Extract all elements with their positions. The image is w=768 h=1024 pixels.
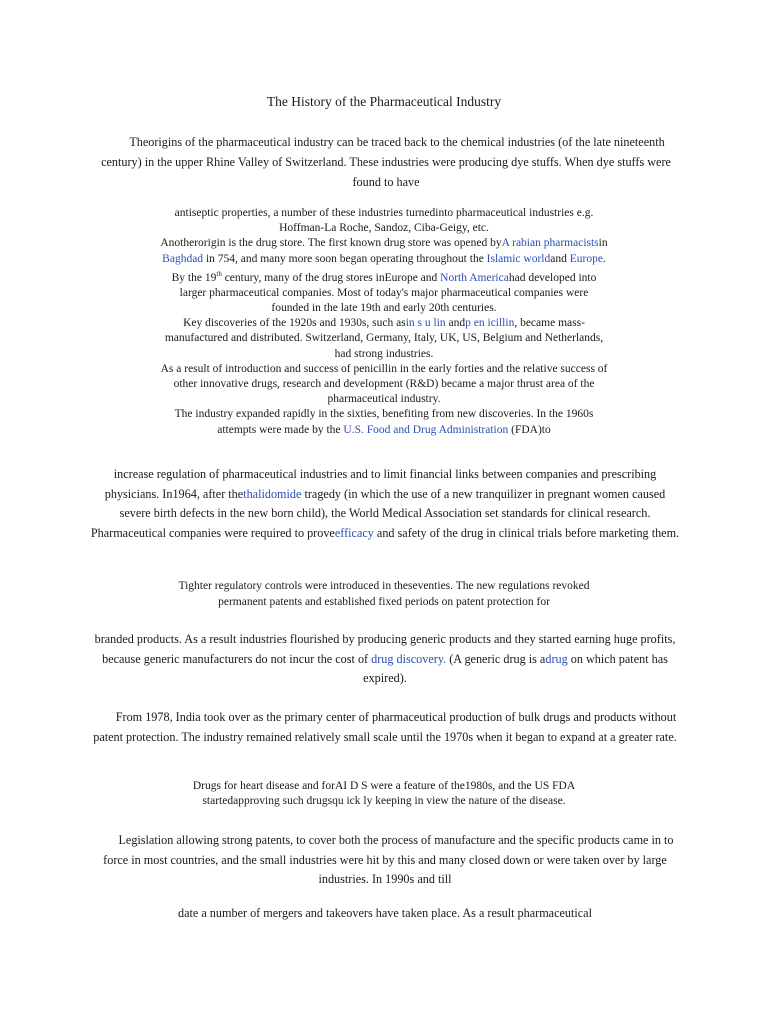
- link-thalidomide[interactable]: thalidomide: [243, 486, 302, 501]
- text-run: (A generic drug is a: [446, 651, 546, 666]
- link-penicillin[interactable]: p en icillin: [465, 317, 515, 330]
- text-run: . By the 19: [171, 252, 606, 284]
- text-run: on which patent has expired).: [363, 651, 668, 686]
- text-run: century, many of the drug stores inEurope and: [221, 271, 441, 284]
- link-europe[interactable]: Europe: [569, 252, 603, 265]
- link-baghdad[interactable]: Baghdad: [162, 252, 204, 265]
- text-run: , became mass-manufactured and distributed. Switzerland, Germany, Italy, UK, US, Belgium and Netherlands, had strong industries.: [164, 317, 604, 360]
- text-run: and safety of the drug in clinical trials before marketing them.: [373, 525, 680, 540]
- link-islamic-world[interactable]: Islamic world: [486, 252, 551, 265]
- text-run: increase regulation of pharmaceutical industries and to limit financial links between companies and prescribing physicians. In1964, after the: [104, 467, 657, 501]
- paragraph-seventies: [170, 578, 598, 610]
- link-arabian-pharmacists[interactable]: A rabian pharmacists: [501, 237, 599, 250]
- text-run: and: [550, 252, 570, 265]
- text-run: had developed into larger pharmaceutical companies. Most of today's major pharmaceutical companies were founded in the late 19th and early 20th centuries.: [179, 271, 597, 315]
- text-run: Key discoveries of the 1920s and 1930s, such as: [183, 317, 406, 330]
- link-fda[interactable]: U.S. Food and Drug Administration: [343, 423, 509, 436]
- text-run: in 754, and many more soon began operating throughout the: [203, 252, 487, 265]
- text-run: (FDA)to: [508, 423, 551, 436]
- text-run: and: [445, 317, 466, 330]
- text-run: Anotherorigin is the drug store. The first known drug store was opened by: [160, 237, 502, 250]
- paragraph-eighties: [160, 779, 608, 809]
- link-drug-discovery[interactable]: drug discovery.: [371, 651, 447, 666]
- paragraph-legislation: [90, 831, 680, 890]
- text-run: branded products. As a result industries flourished by producing generic products and they started earning huge profits, because generic manufacturers do not incur the cost of: [94, 632, 676, 666]
- text-run: The industry expanded rapidly in the sixties, benefiting from new discoveries. In the 1960s attempts were made by the: [174, 408, 594, 436]
- paragraph-regulation: [90, 465, 680, 543]
- text-run: in: [598, 237, 608, 250]
- paragraph-generic-products: [90, 630, 680, 689]
- paragraph-text: Drugs for heart disease and forAI D S were a feature of the1980s, and the US FDA startedapproving such drugsqu ick ly keeping in view the nature of the disease.: [192, 780, 576, 808]
- text-run: As a result of introduction and success of penicillin in the early forties and the relative success of other innovative drugs, research and development (R&D) became a major thrust area of the pharmaceutical industry.: [160, 362, 608, 406]
- superscript-th: th: [216, 269, 222, 278]
- paragraph-text: date a number of mergers and takeovers have taken place. As a result pharmaceutical: [178, 906, 592, 920]
- paragraph-text: Theorigins of the pharmaceutical industry can be traced back to the chemical industries (of the late nineteenth century) in the upper Rhine Valley of Switzerland. These industries were producing dye stuffs. When dye stuffs were found to have: [101, 135, 671, 189]
- paragraph-drug-store-history: [160, 206, 608, 438]
- paragraph-text: From 1978, India took over as the primary center of pharmaceutical production of bulk drugs and products without patent protection. The industry remained relatively small scale until the 1970s when it began to expand at a greater rate.: [93, 710, 677, 744]
- paragraph-text: Tighter regulatory controls were introduced in theseventies. The new regulations revoked permanent patents and established fixed periods on patent protection for: [178, 580, 590, 608]
- paragraph-mergers: [90, 904, 680, 924]
- text-run: tragedy (in which the use of a new tranquilizer in pregnant women caused severe birth defects in the new born child), the World Medical Association set standards for clinical research. Pharmaceutical companies were required to prove: [90, 486, 666, 540]
- text-run: antiseptic properties, a number of these industries turnedinto pharmaceutical industries e.g. Hoffman-La Roche, Sandoz, Ciba-Geigy, etc.: [174, 207, 594, 235]
- paragraph-text: Legislation allowing strong patents, to cover both the process of manufacture and the specific products came in to force in most countries, and the small industries were hit by this and many closed down or were taken over by large industries. In 1990s and till: [103, 833, 674, 887]
- link-drug[interactable]: drug: [545, 651, 568, 666]
- link-north-america[interactable]: North America: [440, 271, 509, 284]
- paragraph-origins: [96, 132, 676, 192]
- page-title: The History of the Pharmaceutical Industry: [266, 94, 502, 109]
- link-efficacy[interactable]: efficacy: [334, 525, 374, 540]
- paragraph-india: [88, 708, 682, 747]
- link-insulin[interactable]: in s u lin: [405, 317, 446, 330]
